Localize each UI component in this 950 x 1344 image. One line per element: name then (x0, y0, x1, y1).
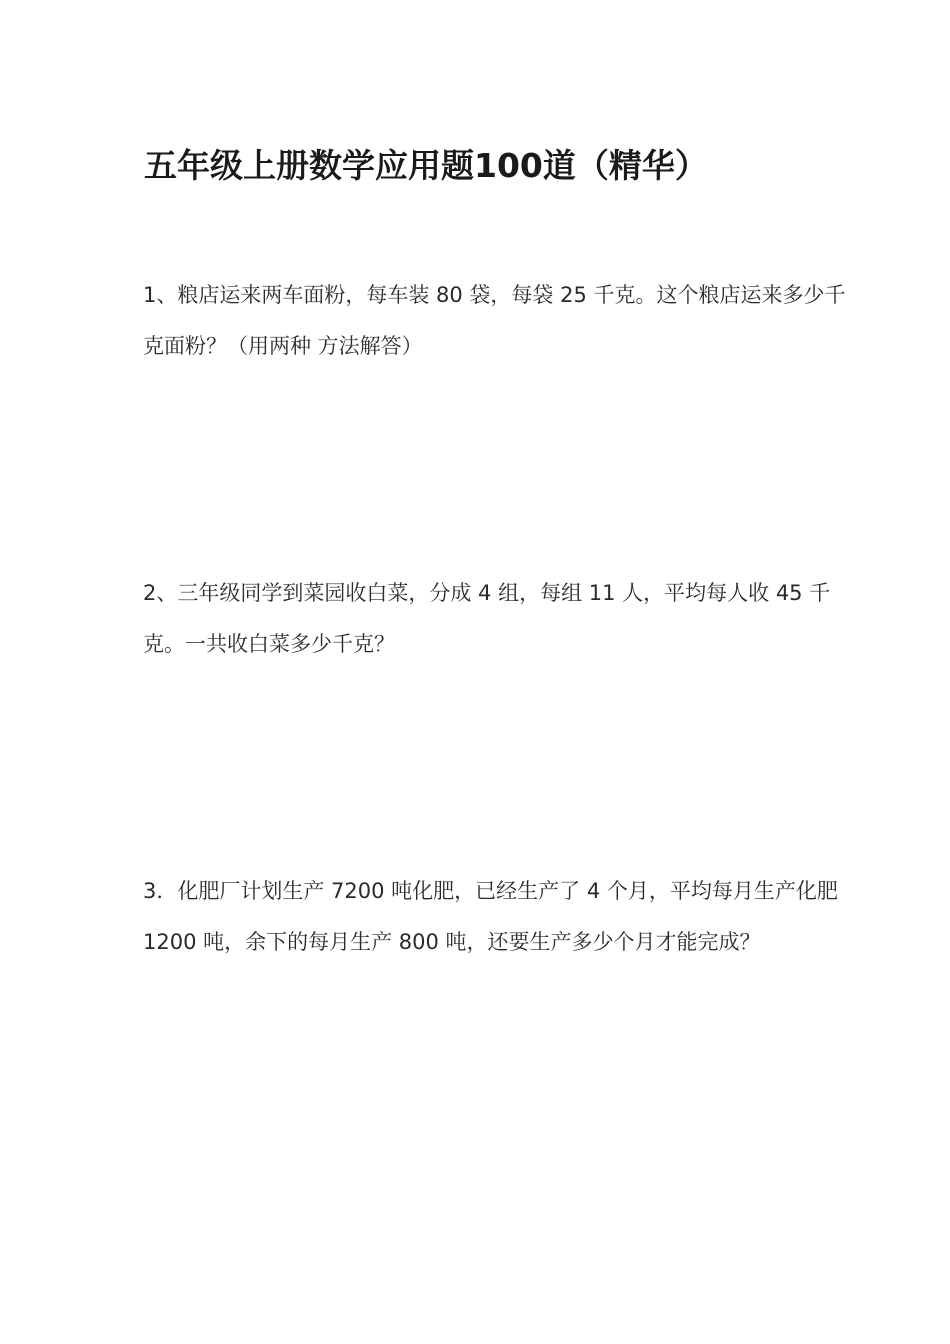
question-1: 1、粮店运来两车面粉，每车装 80 袋，每袋 25 千克。这个粮店运来多少千克面粉？（用两种 方法解答） (143, 283, 846, 358)
question-3: 3．化肥厂计划生产 7200 吨化肥，已经生产了 4 个月，平均每月生产化肥 1200 吨，余下的每月生产 800 吨，还要生产多少个月才能完成？ (143, 879, 838, 954)
question-2: 2、三年级同学到菜园收白菜，分成 4 组，每组 11 人，平均每人收 45 千克。一共收白菜多少千克？ (143, 581, 831, 656)
document-title: 五年级上册数学应用题100道（精华） (144, 146, 708, 185)
